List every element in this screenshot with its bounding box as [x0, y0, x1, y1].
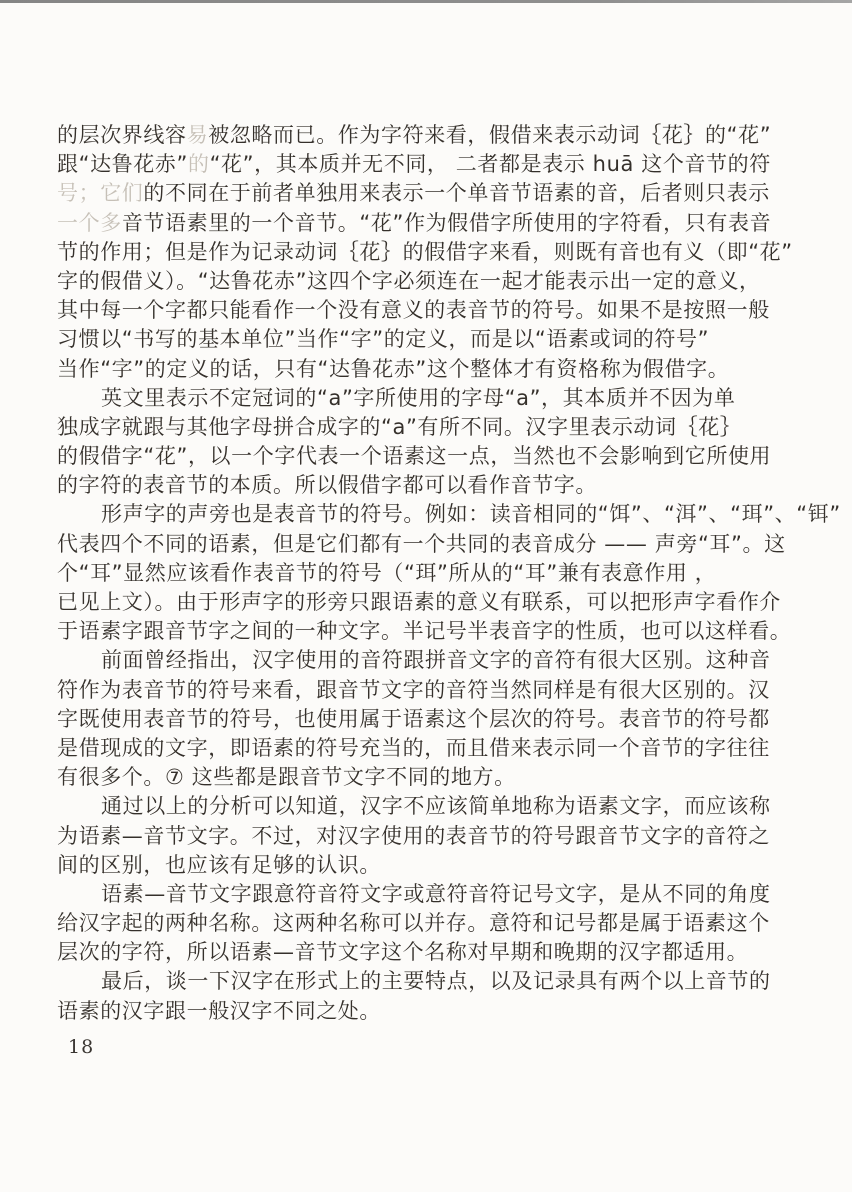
- faded-ink-text: 一个多: [57, 210, 122, 235]
- text-line: [57, 588, 813, 617]
- text-line: [57, 646, 813, 675]
- handwritten-text: 前面曾经指出，汉字使用的音符跟拼音文字的音符有很大区别。这种音: [101, 648, 771, 673]
- text-line: [57, 150, 813, 179]
- text-line: [57, 705, 813, 734]
- text-line: [57, 909, 813, 938]
- handwritten-text: 于语素字跟音节字之间的一种文字。半记号半表音字的性质，也可以这样看。: [57, 619, 792, 644]
- handwritten-text: 语素的汉字跟一般汉字不同之处。: [57, 998, 381, 1023]
- handwritten-text: 音节语素里的一个音节。“花”作为假借字所使用的字符看，只有表音: [121, 210, 772, 235]
- handwritten-text: 个“耳”显然应该看作表音节的符号（“珥”所从的“耳”兼有表意作用 ，: [57, 560, 717, 585]
- handwritten-text: 的不同在于前者单独用来表示一个单音节语素的音，后者则只表示: [143, 181, 770, 206]
- text-line: [57, 851, 813, 880]
- handwritten-text: 是借现成的文字，即语素的符号充当的，而且借来表示同一个音节的字往往: [57, 735, 770, 760]
- faded-ink-text: 易: [186, 123, 209, 147]
- handwritten-text: 的层次界线容: [57, 123, 187, 147]
- text-line: [57, 179, 813, 208]
- handwritten-text: 其中每一个字都只能看作一个没有意义的表音节的符号。如果不是按照一般: [57, 298, 770, 323]
- text-line: [57, 296, 813, 325]
- handwritten-text: 语素—音节文字跟意符音符文字或意符音符记号文字，是从不同的角度: [101, 881, 771, 906]
- text-line: [57, 238, 813, 267]
- text-line: [57, 559, 813, 588]
- text-line: [57, 413, 813, 442]
- handwritten-text: 符作为表音节的符号来看，跟音节文字的音符当然同样是有很大区别的。汉: [57, 677, 770, 702]
- handwritten-text: 有很多个。⑦ 这些都是跟音节文字不同的地方。: [57, 765, 516, 790]
- text-line: [57, 209, 813, 238]
- page-number: 18: [68, 1036, 95, 1058]
- text-line: [57, 880, 813, 909]
- text-line: [57, 355, 813, 384]
- handwritten-text: 英文里表示不定冠词的“a”字所使用的字母“a”，其本质并不因为单: [101, 385, 736, 410]
- handwritten-text: 形声字的声旁也是表音节的符号。例如：读音相同的“饵”、“洱”、“珥”、“铒”: [101, 502, 841, 527]
- handwritten-text: 为语素—音节文字。不过，对汉字使用的表音节的符号跟音节文字的音符之: [57, 823, 770, 848]
- text-line: [57, 734, 813, 763]
- handwritten-text: 的假借字“花”，以一个字代表一个语素这一点，当然也不会影响到它所使用: [57, 444, 772, 469]
- text-line: [57, 442, 813, 471]
- text-line: [57, 997, 813, 1026]
- handwritten-text: 字的假借义）。“达鲁花赤”这四个字必须连在一起才能表示出一定的意义，: [57, 268, 761, 293]
- handwritten-text: 层次的字符，所以语素—音节文字这个名称对早期和晚期的汉字都适用。: [57, 940, 749, 965]
- text-line: [57, 530, 813, 559]
- text-line: [57, 617, 813, 646]
- handwritten-text: 节的作用；但是作为记录动词｛花｝的假借字来看，则既有音也有义（即“花”: [57, 239, 793, 264]
- text-line: [57, 822, 813, 851]
- text-line: [57, 500, 841, 529]
- text-line: [57, 792, 813, 821]
- text-line: [57, 763, 813, 792]
- faded-ink-text: 的: [187, 152, 210, 177]
- manuscript-text-block: [57, 121, 841, 1026]
- faded-ink-text: 号；它们: [57, 181, 144, 206]
- handwritten-text: 给汉字起的两种名称。这两种名称可以并存。意符和记号都是属于语素这个: [57, 911, 770, 936]
- text-line: [57, 267, 813, 296]
- text-line: [57, 938, 813, 967]
- handwritten-text: 当作“字”的定义的话，只有“达鲁花赤”这个整体才有资格称为假借字。: [57, 356, 730, 381]
- handwritten-text: 被忽略而已。作为字符来看，假借来表示动词｛花｝的“花”: [208, 123, 772, 147]
- handwritten-text: 已见上文）。由于形声字的形旁只跟语素的意义有联系，可以把形声字看作介: [57, 590, 781, 614]
- text-line: [57, 325, 813, 354]
- handwritten-text: “花”，其本质并无不同， 二者都是表示 huā 这个音节的符: [209, 152, 771, 177]
- text-line: [57, 967, 813, 996]
- text-line: [57, 471, 813, 500]
- handwritten-text: 习惯以“书写的基本单位”当作“字”的定义，而是以“语素或词的符号”: [57, 327, 710, 352]
- handwritten-text: 代表四个不同的语素，但是它们都有一个共同的表音成分 —— 声旁“耳”。这: [57, 531, 786, 556]
- handwritten-text: 的字符的表音节的本质。所以假借字都可以看作音节字。: [57, 473, 597, 498]
- handwritten-text: 独成字就跟与其他字母拼合成字的“a”有所不同。汉字里表示动词｛花｝: [57, 414, 742, 439]
- text-line: [57, 676, 813, 705]
- text-line: [57, 121, 813, 150]
- handwritten-text: 跟“达鲁花赤”: [57, 152, 188, 177]
- handwritten-text: 字既使用表音节的符号，也使用属于语素这个层次的符号。表音节的符号都: [57, 706, 770, 731]
- handwritten-text: 间的区别，也应该有足够的认识。: [57, 852, 381, 877]
- handwritten-text: 通过以上的分析可以知道，汉字不应该简单地称为语素文字，而应该称: [101, 794, 771, 819]
- text-line: [57, 384, 813, 413]
- handwritten-text: 最后，谈一下汉字在形式上的主要特点，以及记录具有两个以上音节的: [101, 969, 771, 994]
- scan-edge-artifact: [0, 0, 852, 3]
